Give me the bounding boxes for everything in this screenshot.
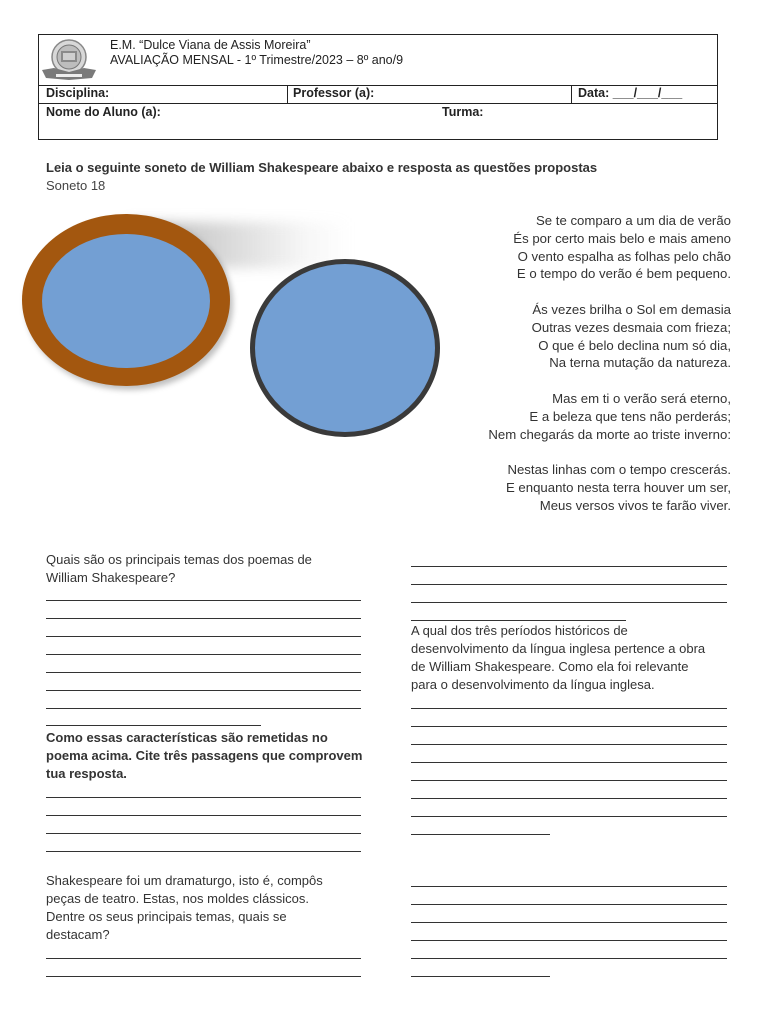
- answer-line[interactable]: [411, 620, 626, 621]
- instructions: Leia o seguinte soneto de William Shakespeare abaixo e resposta as questões propostas: [46, 160, 598, 175]
- answer-line[interactable]: [46, 797, 361, 798]
- poem-line: O vento espalha as folhas pelo chão: [517, 248, 731, 264]
- question-text: de William Shakespeare. Como ela foi relevante: [411, 659, 689, 674]
- answer-line[interactable]: [411, 762, 727, 763]
- answer-line[interactable]: [46, 600, 361, 601]
- poem-line: Nestas linhas com o tempo crescerás.: [507, 462, 731, 478]
- question-text: A qual dos três períodos históricos de: [411, 623, 628, 638]
- question-2: [46, 729, 376, 783]
- poem-line: Na terna mutação da natureza.: [549, 355, 731, 371]
- answer-line[interactable]: [46, 672, 361, 673]
- poem-title: Soneto 18: [46, 178, 106, 193]
- discipline-label: Disciplina:: [46, 86, 110, 100]
- poem-line: És por certo mais belo e mais ameno: [513, 230, 731, 246]
- answer-line[interactable]: [411, 816, 727, 817]
- header-column-divider: [287, 85, 288, 103]
- answer-line[interactable]: [411, 834, 550, 835]
- poem-line: Ás vezes brilha o Sol em demasia: [532, 301, 731, 317]
- question-text: Shakespeare foi um dramaturgo, isto é, compôs: [46, 873, 323, 888]
- question-text: destacam?: [46, 927, 110, 942]
- answer-line[interactable]: [411, 904, 727, 905]
- poem-line: E enquanto nesta terra houver um ser,: [505, 479, 731, 495]
- question-4: [411, 622, 741, 694]
- poem-line: Nem chegarás da morte ao triste inverno:: [488, 426, 731, 442]
- answer-line[interactable]: [411, 940, 727, 941]
- answer-line[interactable]: [46, 618, 361, 619]
- answer-line[interactable]: [46, 725, 261, 726]
- answer-line[interactable]: [411, 958, 727, 959]
- answer-line[interactable]: [411, 780, 727, 781]
- answer-line[interactable]: [411, 744, 727, 745]
- poem-line: E a beleza que tens não perderás;: [529, 408, 731, 424]
- answer-line[interactable]: [411, 566, 727, 567]
- question-text: tua resposta.: [46, 766, 127, 781]
- answer-line[interactable]: [411, 976, 550, 977]
- answer-line[interactable]: [46, 851, 361, 852]
- answer-line[interactable]: [46, 636, 361, 637]
- question-text: William Shakespeare?: [46, 570, 176, 585]
- question-text: para o desenvolvimento da língua inglesa.: [411, 677, 655, 692]
- school-name: E.M. “Dulce Viana de Assis Moreira”: [110, 38, 311, 52]
- question-text: peças de teatro. Estas, nos moldes clássicos.: [46, 891, 310, 906]
- answer-line[interactable]: [46, 690, 361, 691]
- poem-line: Outras vezes desmaia com frieza;: [531, 319, 731, 335]
- question-text: poema acima. Cite três passagens que comprovem: [46, 748, 363, 763]
- answer-line[interactable]: [411, 602, 727, 603]
- answer-line[interactable]: [46, 976, 361, 977]
- answer-line[interactable]: [411, 708, 727, 709]
- poem-line: Meus versos vivos te farão viver.: [539, 497, 731, 513]
- poem-line: Se te comparo a um dia de verão: [536, 213, 731, 228]
- answer-line[interactable]: [46, 833, 361, 834]
- teacher-label: Professor (a):: [293, 86, 375, 100]
- class-label: Turma:: [442, 105, 484, 119]
- answer-line[interactable]: [46, 708, 361, 709]
- answer-line[interactable]: [411, 584, 727, 585]
- header-divider: [39, 103, 717, 104]
- oval-inner-shape: [42, 234, 210, 368]
- evaluation-title: AVALIAÇÃO MENSAL - 1º Trimestre/2023 – 8º ano/9: [110, 53, 404, 67]
- date-label: Data: ___/___/___: [578, 86, 683, 100]
- answer-line[interactable]: [411, 726, 727, 727]
- answer-line[interactable]: [46, 958, 361, 959]
- question-text: Dentre os seus principais temas, quais se: [46, 909, 287, 924]
- answer-line[interactable]: [46, 815, 361, 816]
- poem-stanza: [411, 301, 731, 372]
- poem-stanza: [411, 390, 731, 443]
- question-text: Como essas características são remetidas no: [46, 730, 328, 745]
- poem-line: O que é belo declina num só dia,: [538, 337, 731, 353]
- question-3: [46, 872, 376, 944]
- student-name-label: Nome do Aluno (a):: [46, 105, 161, 119]
- header-column-divider: [571, 85, 572, 103]
- poem-stanza: [411, 212, 731, 283]
- school-seal-logo: [40, 38, 98, 84]
- poem-stanza: [411, 461, 731, 514]
- question-1: [46, 551, 376, 587]
- answer-line[interactable]: [411, 886, 727, 887]
- answer-line[interactable]: [46, 654, 361, 655]
- question-text: desenvolvimento da língua inglesa pertence a obra: [411, 641, 706, 656]
- poem: [411, 212, 731, 532]
- answer-line[interactable]: [411, 922, 727, 923]
- poem-line: E o tempo do verão é bem pequeno.: [516, 266, 731, 282]
- question-text: Quais são os principais temas dos poemas de: [46, 552, 312, 567]
- poem-line: Mas em ti o verão será eterno,: [552, 390, 731, 406]
- answer-line[interactable]: [411, 798, 727, 799]
